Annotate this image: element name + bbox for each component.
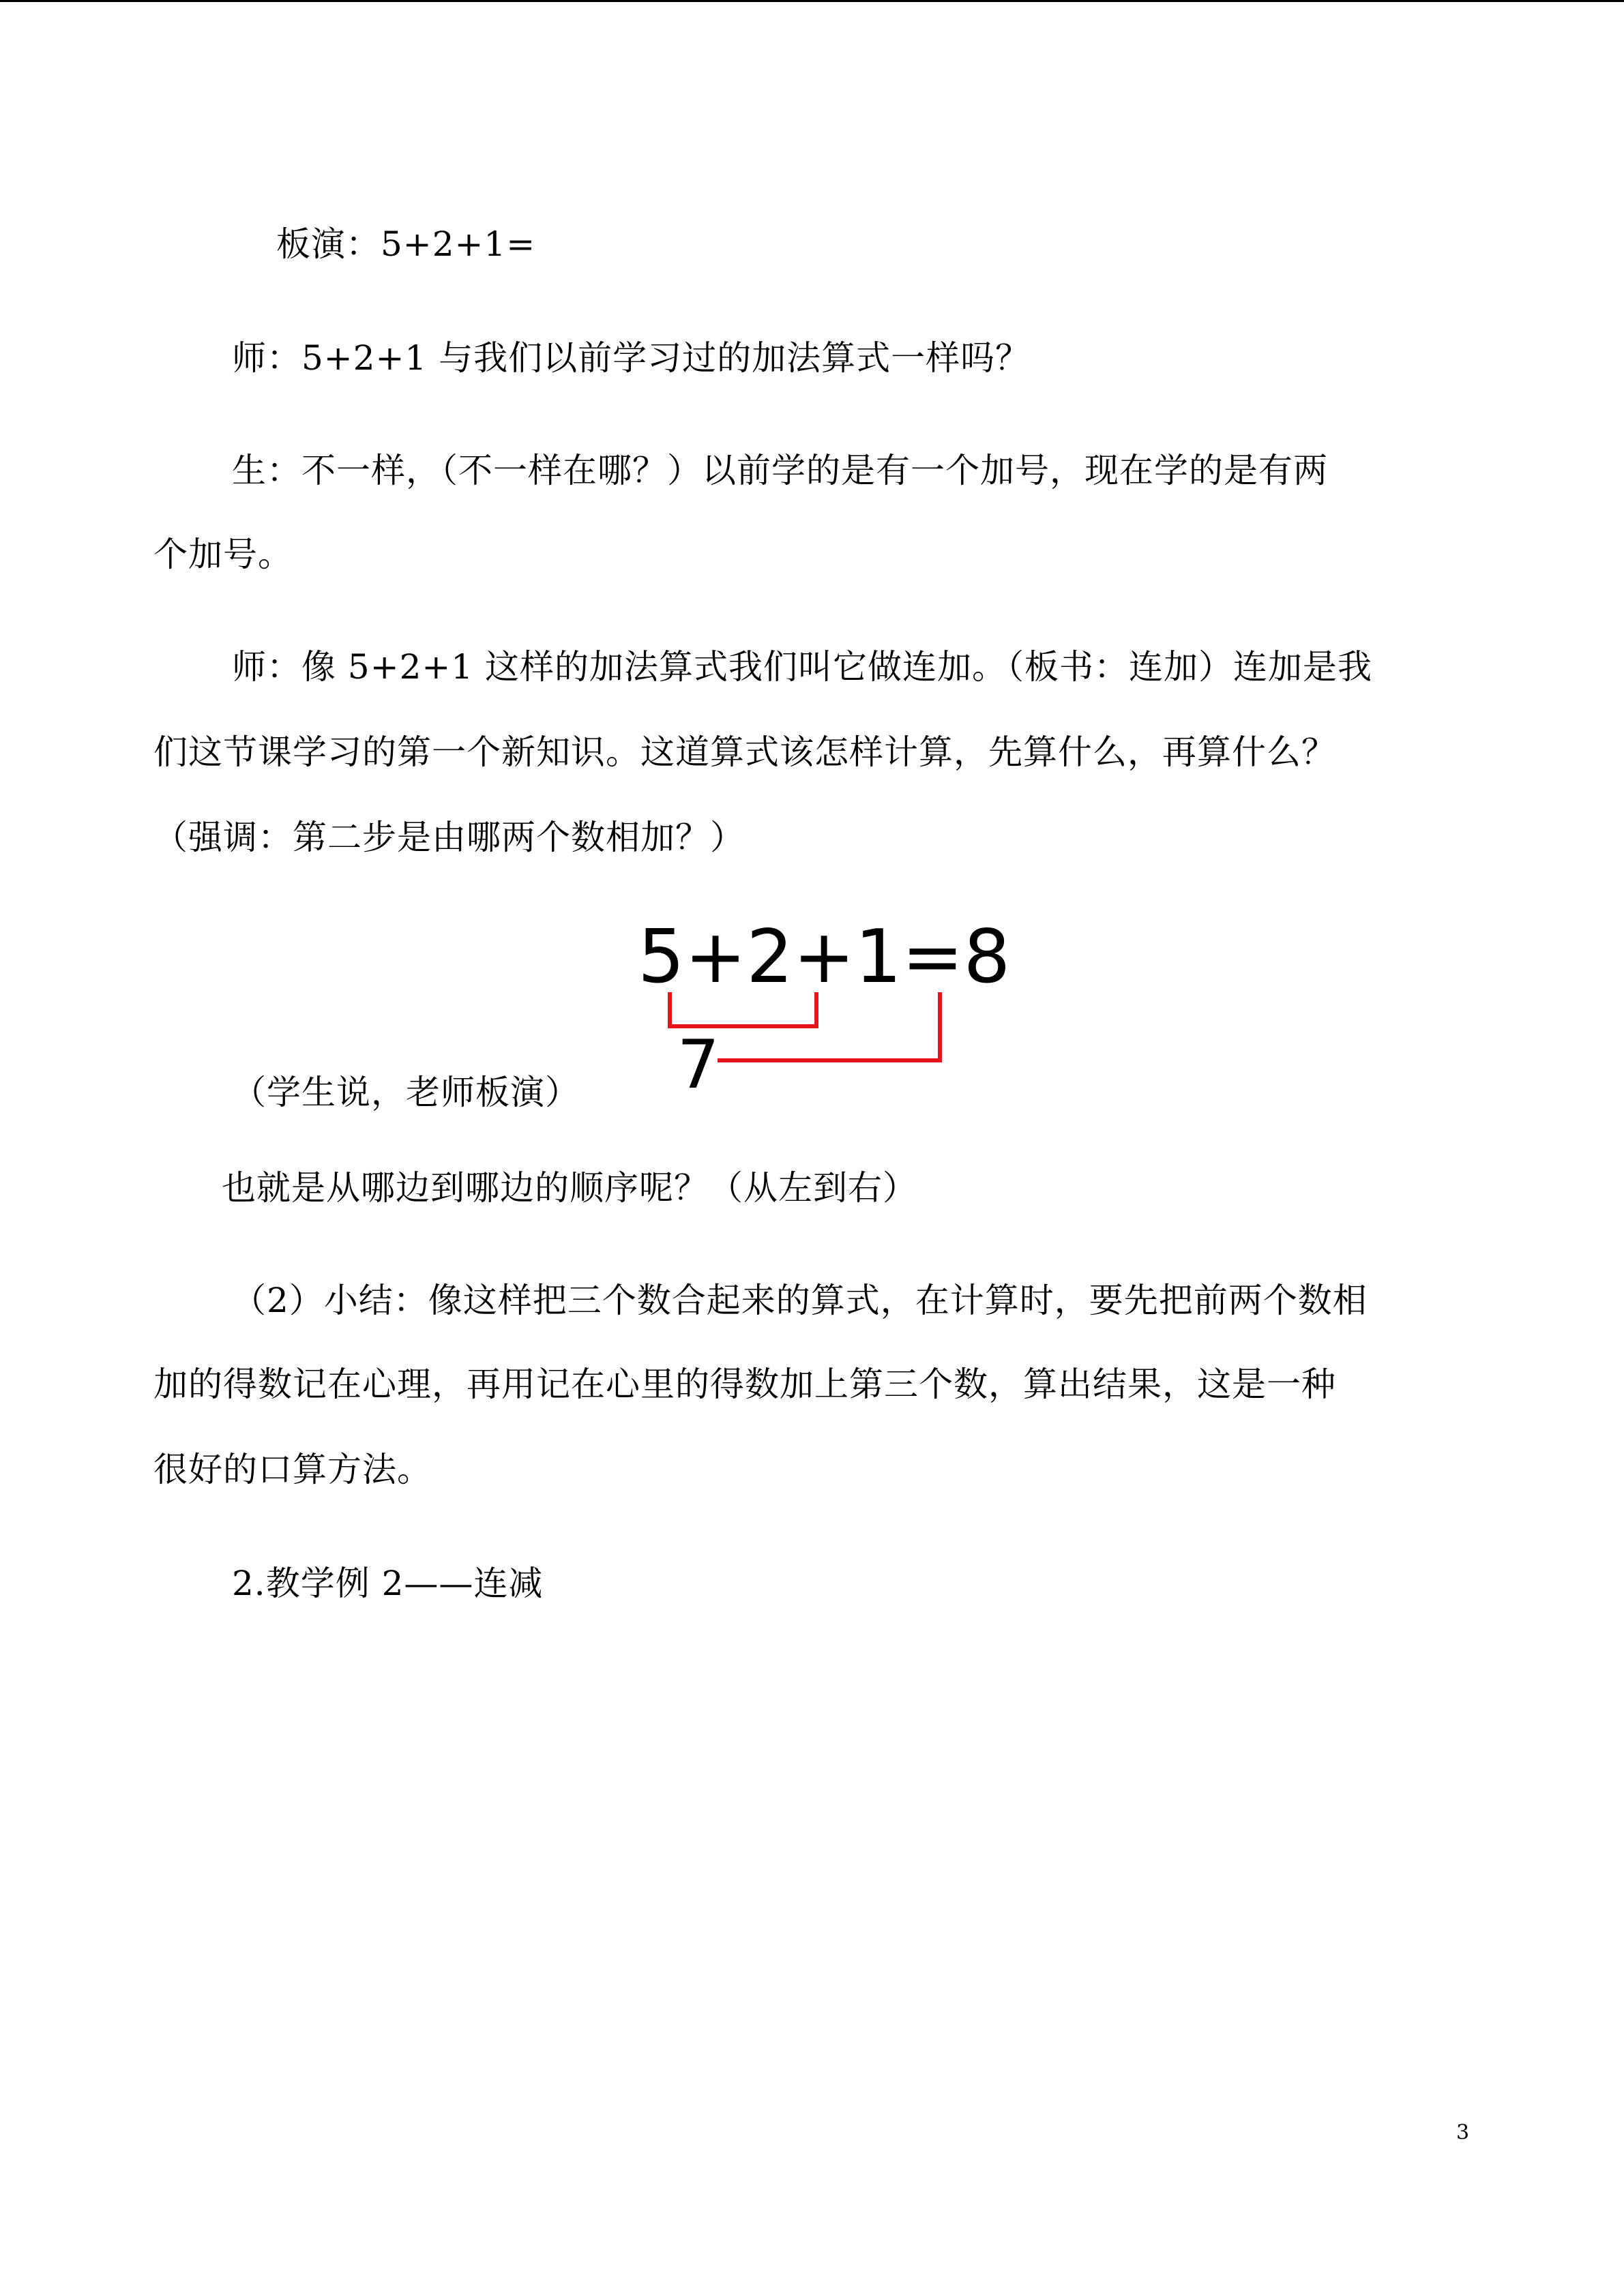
board-demo-line: 板演：5+2+1= (276, 224, 536, 264)
summary-cont-1: 加的得数记在心理，再用记在心里的得数加上第三个数，算出结果，这是一种 (153, 1365, 1336, 1404)
summary-cont-2: 很好的口算方法。 (153, 1450, 432, 1489)
teacher-explanation-cont: 们这节课学习的第一个新知识。这道算式该怎样计算，先算什么，再算什么？ (153, 732, 1336, 772)
page-number: 3 (1456, 2121, 1470, 2145)
teacher-explanation: 师：像 5+2+1 这样的加法算式我们叫它做连加。（板书：连加）连加是我 (232, 647, 1373, 687)
student-answer: 生：不一样，（不一样在哪？）以前学的是有一个加号，现在学的是有两 (232, 451, 1328, 490)
student-says-note: （学生说，老师板演） (232, 1073, 580, 1112)
chain-addition-diagram (638, 904, 1102, 1101)
section-example-2: 2.教学例 2——连减 (232, 1564, 544, 1603)
intermediate-sum: 7 (677, 1026, 720, 1101)
emphasis-note: （强调：第二步是由哪两个数相加？） (153, 818, 745, 857)
summary-heading: （2）小结：像这样把三个数合起来的算式，在计算时，要先把前两个数相 (232, 1281, 1368, 1320)
student-answer-cont: 个加号。 (153, 535, 293, 574)
page-top-border (0, 0, 1624, 2)
teacher-question: 师：5+2+1 与我们以前学习过的加法算式一样吗？ (232, 338, 1031, 378)
order-question: 也就是从哪边到哪边的顺序呢？（从左到右） (222, 1168, 917, 1208)
equation-text: 5+2+1=8 (638, 914, 1011, 1000)
